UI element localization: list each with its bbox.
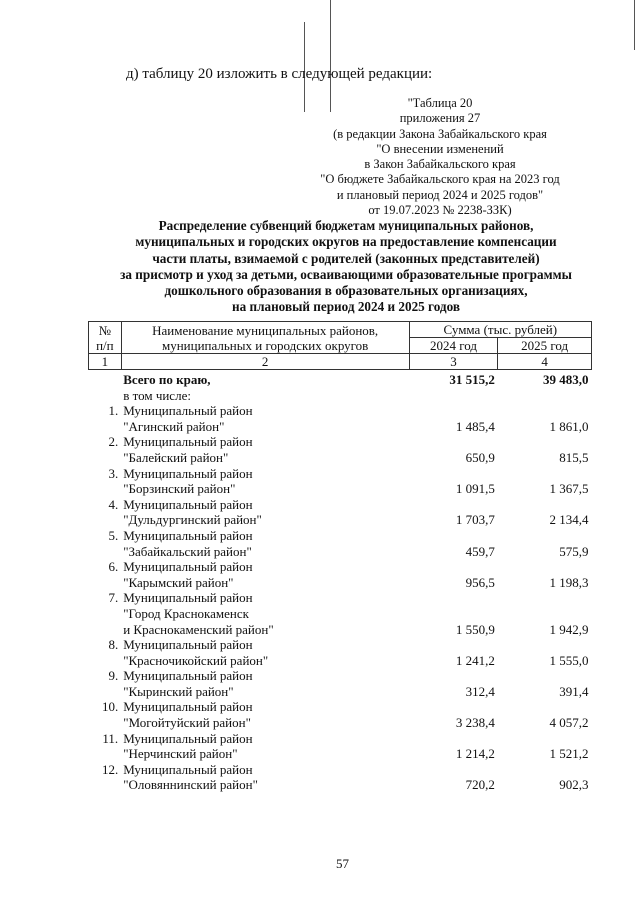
value-2025: 2 134,4 xyxy=(549,512,589,528)
table-row xyxy=(89,668,592,699)
district-name xyxy=(121,637,409,668)
row-number: 9. xyxy=(108,668,119,684)
title-line: муниципальных и городских округов на предоставление компенсации xyxy=(135,234,557,250)
colnum-3: 3 xyxy=(409,354,498,370)
district-name-line: "Дульдургинский район" xyxy=(123,512,262,528)
table-row xyxy=(89,497,592,528)
table-row xyxy=(89,731,592,762)
caption-line: "О бюджете Забайкальского края на 2023 год xyxy=(320,172,560,187)
value-2024: 720,2 xyxy=(465,777,495,793)
colnum-2: 2 xyxy=(121,354,409,370)
district-name xyxy=(121,528,409,559)
subsidy-table xyxy=(88,321,592,793)
district-name-line: Муниципальный район xyxy=(123,730,253,746)
district-name xyxy=(121,590,409,637)
header-2025: 2025 год xyxy=(498,338,592,354)
value-2025: 4 057,2 xyxy=(549,715,589,731)
total-2025: 39 483,0 xyxy=(543,372,589,387)
district-name-line: "Кыринский район" xyxy=(123,683,234,699)
district-name xyxy=(121,434,409,465)
table-row xyxy=(89,762,592,793)
value-2025: 1 198,3 xyxy=(549,574,589,590)
header-name: Наименование муниципальных районов, муниципальных и городских округов xyxy=(121,322,409,354)
total-row xyxy=(89,370,592,388)
value-2024: 650,9 xyxy=(465,449,495,465)
value-2024: 1 485,4 xyxy=(455,418,495,434)
table-row xyxy=(89,528,592,559)
row-number: 11. xyxy=(102,730,119,746)
table-row xyxy=(89,434,592,465)
district-name xyxy=(121,731,409,762)
value-2024: 1 241,2 xyxy=(455,652,495,668)
header-2024: 2024 год xyxy=(409,338,498,354)
district-name-line: "Забайкальский район" xyxy=(123,543,252,559)
district-name-line: Муниципальный район xyxy=(123,527,253,543)
title-line: дошкольного образования в образовательных организациях, xyxy=(164,283,528,299)
caption-line: приложения 27 xyxy=(399,111,481,126)
page-number: 57 xyxy=(336,856,349,871)
district-name xyxy=(121,699,409,730)
row-number: 2. xyxy=(108,434,119,450)
row-number: 6. xyxy=(108,559,119,575)
colnum-4: 4 xyxy=(498,354,592,370)
value-2025: 391,4 xyxy=(559,683,589,699)
title-line: за присмотр и уход за детьми, осваивающими образовательные программы xyxy=(120,266,572,282)
caption-line: от 19.07.2023 № 2238-ЗЗК) xyxy=(368,203,512,218)
district-name-line: и Краснокаменский район" xyxy=(123,621,274,637)
value-2024: 1 091,5 xyxy=(455,481,495,497)
value-2025: 1 367,5 xyxy=(549,481,589,497)
district-name-line: "Агинский район" xyxy=(123,418,225,434)
district-name-line: "Оловяннинский район" xyxy=(123,777,258,793)
row-number: 1. xyxy=(108,403,119,419)
district-name-line: Муниципальный район xyxy=(123,465,253,481)
row-number: 7. xyxy=(108,590,119,606)
table-row xyxy=(89,403,592,434)
row-number: 8. xyxy=(108,637,119,653)
table-row xyxy=(89,559,592,590)
district-name xyxy=(121,559,409,590)
district-name-line: Муниципальный район xyxy=(123,761,253,777)
value-2025: 902,3 xyxy=(559,777,589,793)
district-name-line: "Город Краснокаменск xyxy=(123,605,249,621)
title-line: Распределение субвенций бюджетам муниципальных районов, xyxy=(158,218,534,233)
table-caption xyxy=(300,96,580,218)
district-name xyxy=(121,668,409,699)
value-2025: 1 555,0 xyxy=(549,652,589,668)
value-2024: 1 214,2 xyxy=(455,746,495,762)
value-2024: 1 703,7 xyxy=(455,512,495,528)
row-number: 10. xyxy=(101,699,119,715)
district-name xyxy=(121,497,409,528)
header-sum: Сумма (тыс. рублей) xyxy=(409,322,591,338)
document-title xyxy=(86,218,606,316)
value-2024: 1 550,9 xyxy=(455,621,495,637)
district-name-line: Муниципальный район xyxy=(123,668,253,684)
total-2024: 31 515,2 xyxy=(449,372,495,387)
value-2025: 1 861,0 xyxy=(549,418,589,434)
value-2024: 312,4 xyxy=(465,683,495,699)
intro-text: д) таблицу 20 изложить в следующей редакции: xyxy=(126,66,433,82)
table-row xyxy=(89,699,592,730)
district-name-line: Муниципальный район xyxy=(123,590,253,606)
total-label: Всего по краю, xyxy=(123,372,211,387)
district-name-line: "Могойтуйский район" xyxy=(123,715,251,731)
district-name-line: Муниципальный район xyxy=(123,699,253,715)
value-2024: 459,7 xyxy=(465,543,495,559)
value-2025: 815,5 xyxy=(559,449,589,465)
district-name-line: Муниципальный район xyxy=(123,637,253,653)
subtotal-note-row xyxy=(89,388,592,404)
colnum-1: 1 xyxy=(89,354,122,370)
district-name-line: "Красночикойский район" xyxy=(123,652,269,668)
caption-line: (в редакции Закона Забайкальского края xyxy=(333,126,547,141)
district-name-line: Муниципальный район xyxy=(123,559,253,575)
title-line: части платы, взимаемой с родителей (законных представителей) xyxy=(152,250,540,266)
row-number: 12. xyxy=(101,761,119,777)
row-number: 3. xyxy=(108,465,119,481)
district-name xyxy=(121,466,409,497)
table-row xyxy=(89,466,592,497)
district-name-line: "Нерчинский район" xyxy=(123,746,238,762)
title-line: на плановый период 2024 и 2025 годов xyxy=(232,299,460,315)
district-name-line: Муниципальный район xyxy=(123,403,253,419)
row-number: 5. xyxy=(108,527,119,543)
district-name-line: Муниципальный район xyxy=(123,496,253,512)
row-number: 4. xyxy=(108,496,119,512)
district-name-line: Муниципальный район xyxy=(123,434,253,450)
caption-line: в Закон Забайкальского края xyxy=(364,157,516,172)
table-row xyxy=(89,637,592,668)
value-2025: 575,9 xyxy=(559,543,589,559)
caption-line: "О внесении изменений xyxy=(376,141,504,156)
caption-line: "Таблица 20 xyxy=(407,96,473,110)
value-2025: 1 942,9 xyxy=(549,621,589,637)
scan-line xyxy=(634,0,635,50)
district-name-line: "Балейский район" xyxy=(123,449,229,465)
caption-line: и плановый период 2024 и 2025 годов" xyxy=(336,187,544,202)
district-name-line: "Борзинский район" xyxy=(123,481,236,497)
value-2024: 3 238,4 xyxy=(455,715,495,731)
value-2025: 1 521,2 xyxy=(549,746,589,762)
district-name-line: "Карымский район" xyxy=(123,574,234,590)
district-name xyxy=(121,762,409,793)
table-row xyxy=(89,590,592,637)
header-num: № п/п xyxy=(89,322,122,354)
district-name xyxy=(121,403,409,434)
subtotal-note: в том числе: xyxy=(123,387,191,403)
value-2024: 956,5 xyxy=(465,574,495,590)
